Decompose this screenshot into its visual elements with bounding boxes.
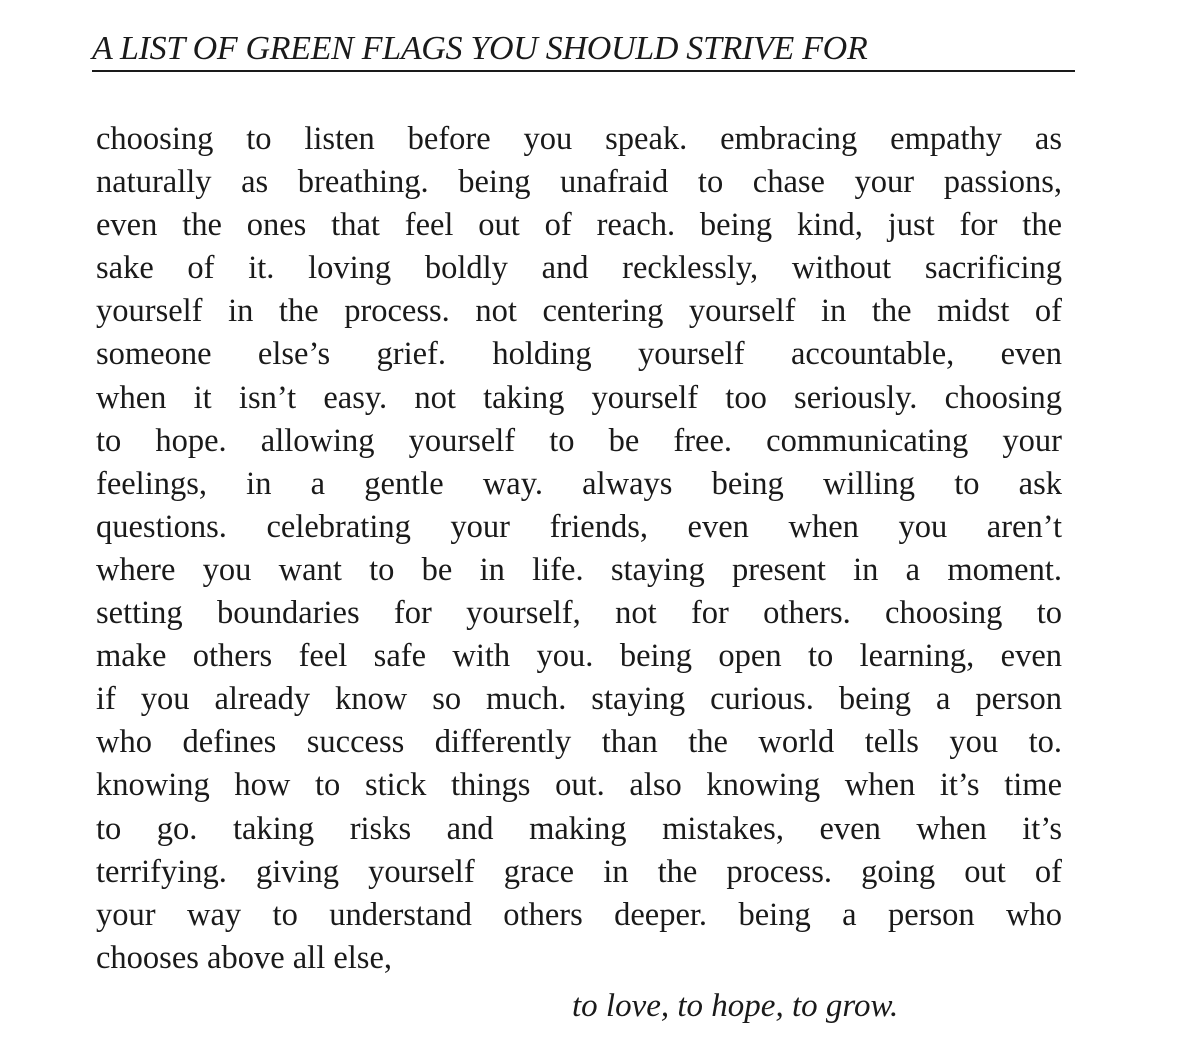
closing-line: to love, to hope, to grow. (572, 988, 899, 1024)
body-line: choosing to listen before you speak. embracing empathy as (96, 121, 1062, 157)
body-text (96, 118, 1062, 980)
body-line: knowing how to stick things out. also knowing when it’s time (96, 767, 1062, 804)
body-line: to hope. allowing yourself to be free. communicating your (96, 422, 1062, 459)
body-line: feelings, in a gentle way. always being willing to ask (96, 465, 1062, 502)
body-line: your way to understand others deeper. being a person who (96, 896, 1062, 933)
body-line: someone else’s grief. holding yourself accountable, even (96, 336, 1062, 373)
body-line: when it isn’t easy. not taking yourself too seriously. choosing (96, 379, 1062, 416)
body-line: terrifying. giving yourself grace in the process. going out of (96, 853, 1062, 890)
page-title: A LIST OF GREEN FLAGS YOU SHOULD STRIVE FOR (92, 28, 1075, 72)
body-line: to go. taking risks and making mistakes, even when it’s (96, 810, 1062, 847)
body-line: who defines success differently than the world tells you to. (96, 724, 1062, 761)
body-line: if you already know so much. staying curious. being a person (96, 681, 1062, 718)
body-line: sake of it. loving boldly and recklessly, without sacrificing (96, 250, 1062, 287)
body-line: make others feel safe with you. being open to learning, even (96, 638, 1062, 675)
body-line: setting boundaries for yourself, not for others. choosing to (96, 595, 1062, 632)
body-line: chooses above all else, (96, 939, 393, 976)
body-line: where you want to be in life. staying present in a moment. (96, 551, 1062, 588)
body-line: naturally as breathing. being unafraid to chase your passions, (96, 164, 1062, 201)
body-line: questions. celebrating your friends, even when you aren’t (96, 508, 1062, 545)
body-line: yourself in the process. not centering yourself in the midst of (96, 293, 1062, 330)
body-line: even the ones that feel out of reach. being kind, just for the (96, 207, 1062, 244)
